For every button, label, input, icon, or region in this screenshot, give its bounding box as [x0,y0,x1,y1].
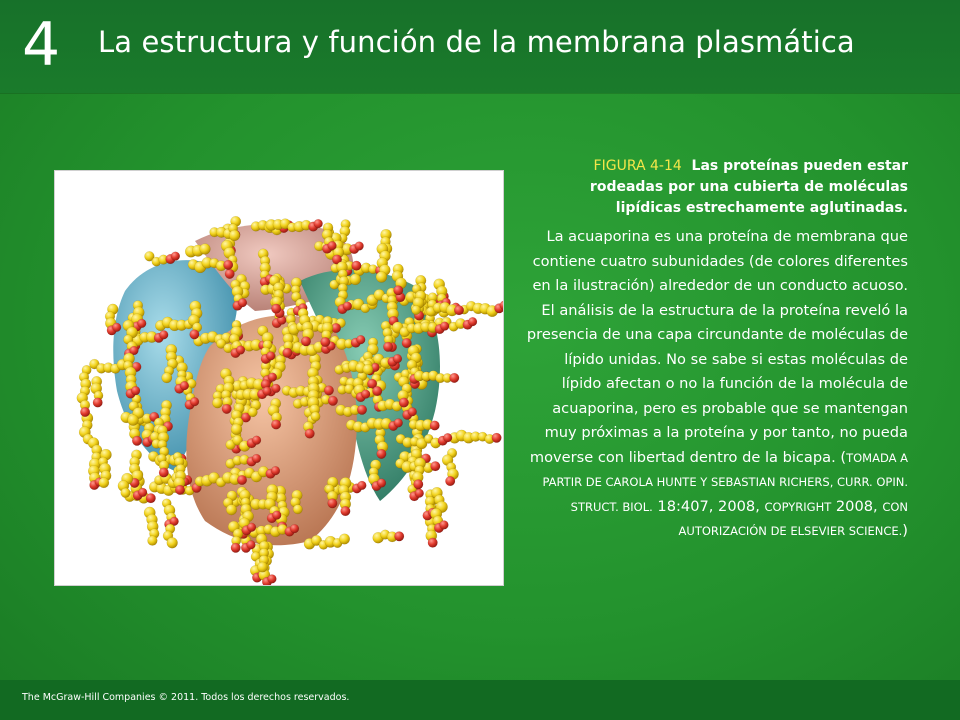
credit-permission: CON AUTORIZACIÓN DE ELSEVIER SCIENCE. [678,499,908,538]
caption-body [522,225,908,544]
slide-footer [0,680,960,720]
figure-label: FIGURA 4-14 [593,158,682,174]
caption-body-text: La acuaporina es una proteína de membrana que contiene cuatro subunidades (de colores diferentes en la ilustración) alrededor de un conducto acuoso. El análisis de la estructura de la proteína reveló la presencia de una capa circundante de moléculas de lípido unidas. No se sabe si estas moléculas de lípido afectan o no la función de la molécula de acuaporina, pero es probable que se mantengan muy próximas a la proteína y por tanto, no pueda moverse con libertad dentro de la bicapa. [526,228,908,466]
copyright-notice: The McGraw-Hill Companies © 2011. Todos los derechos reservados. [22,692,350,703]
figure-image [54,170,504,586]
slide-title: La estructura y función de la membrana plasmática [98,25,855,59]
aquaporin-illustration [55,171,504,586]
slide-header [0,0,960,93]
credit-year: 2008, [831,497,883,515]
credit-volume: 18:407, 2008, [652,497,765,515]
credit-source: TOMADA A PARTIR DE CAROLA HUNTE Y SEBASTIAN RICHERS, CURR. OPIN. STRUCT. BIOL. [542,450,908,514]
credit-copyright: COPYRIGHT [764,499,832,514]
figure-caption [522,156,908,544]
caption-heading [522,156,908,219]
chapter-number: 4 [22,10,61,80]
caption-heading-text: Las proteínas pueden estar rodeadas por una cubierta de moléculas lipídicas estrechamente aglutinadas. [589,158,908,216]
credit-open: ( [835,448,847,466]
credit-close: ) [902,522,908,539]
